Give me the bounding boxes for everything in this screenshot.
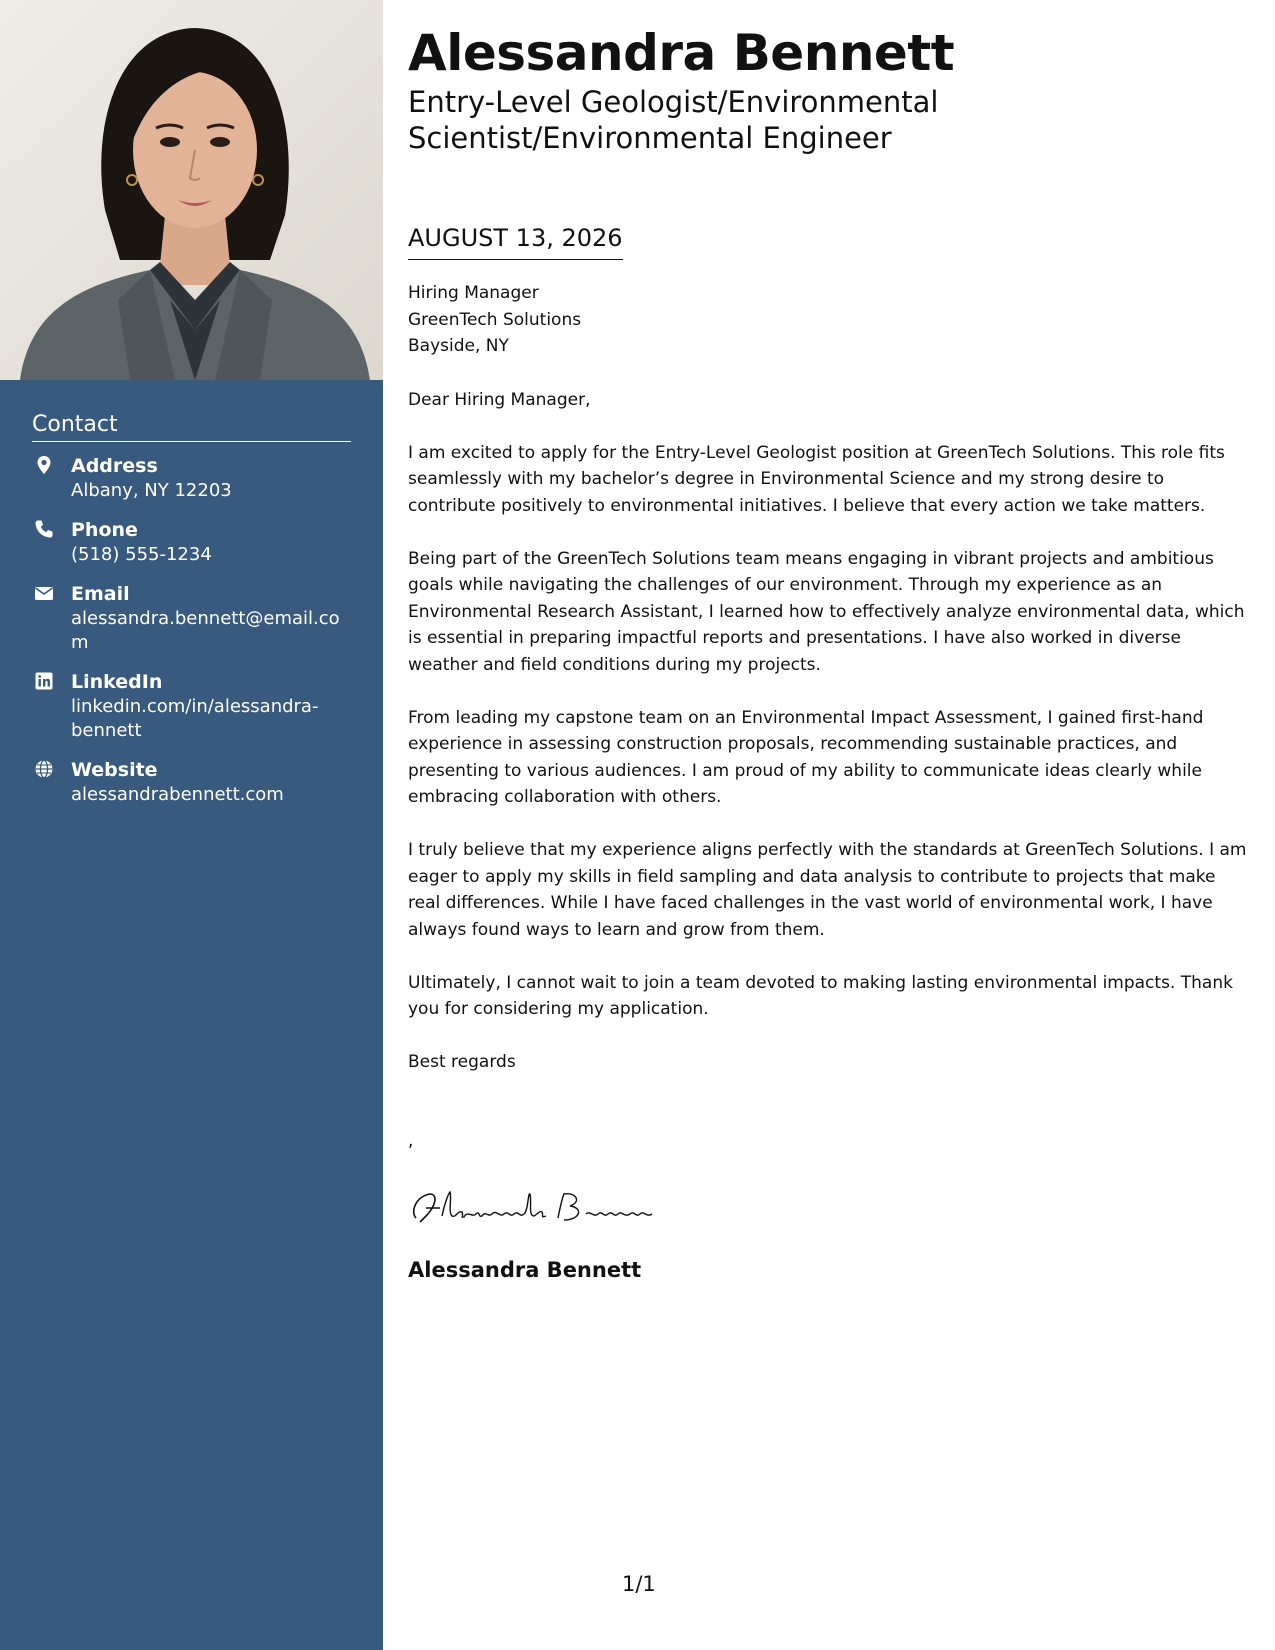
address-value: Albany, NY 12203 (71, 480, 232, 501)
recipient-title: Hiring Manager (408, 283, 539, 303)
phone-icon (34, 519, 54, 539)
contact-item-phone (32, 518, 351, 567)
contact-section (32, 412, 351, 822)
signature-image (408, 1184, 668, 1234)
contact-item-address (32, 454, 351, 503)
globe-icon (34, 759, 54, 779)
sidebar (0, 0, 383, 1650)
applicant-name: Alessandra Bennett (408, 24, 955, 82)
contact-label: LinkedIn (71, 671, 163, 693)
contact-label: Phone (71, 519, 138, 541)
contact-item-website (32, 758, 351, 807)
recipient-block (408, 280, 1253, 360)
profile-photo (0, 0, 383, 380)
contact-title: Contact (32, 412, 351, 442)
linkedin-value[interactable]: linkedin.com/in/alessandra-bennett (71, 696, 319, 741)
closing: Best regards (408, 1052, 516, 1072)
salutation: Dear Hiring Manager, (408, 389, 591, 410)
closing-comma: , (408, 1130, 414, 1151)
envelope-icon (34, 583, 54, 603)
letter-content (408, 24, 1253, 1284)
contact-item-linkedin (32, 670, 351, 743)
location-pin-icon (34, 455, 54, 475)
letter-paragraph: Ultimately, I cannot wait to join a team devoted to making lasting environmental impacts. Thank you for considering my application. (408, 972, 1233, 1019)
linkedin-icon (34, 671, 54, 691)
letter-paragraph: I truly believe that my experience aligns perfectly with the standards at GreenTech Solutions. I am eager to apply my skills in field sampling and data analysis to contribute to projects that make real differences. While I have faced challenges in the vast world of environmental work, I have always found ways to learn and grow from them. (408, 840, 1247, 940)
contact-label: Website (71, 759, 158, 781)
website-value[interactable]: alessandrabennett.com (71, 784, 284, 805)
letter-paragraph: I am excited to apply for the Entry-Level Geologist position at GreenTech Solutions. This role fits seamlessly with my bachelor’s degree in Environmental Science and my strong desire to contribute positively to environmental initiatives. I believe that every action we take matters. (408, 442, 1225, 516)
applicant-role: Entry-Level Geologist/Environmental Scientist/Environmental Engineer (408, 85, 939, 155)
signer-name: Alessandra Bennett (408, 1258, 642, 1282)
recipient-location: Bayside, NY (408, 336, 509, 356)
email-value[interactable]: alessandra.bennett@email.com (71, 608, 340, 653)
page-number: 1/1 (622, 1572, 656, 1596)
letter-paragraph: From leading my capstone team on an Environmental Impact Assessment, I gained first-hand experience in assessing construction proposals, recommending sustainable practices, and presenting to various audiences. I am proud of my ability to communicate ideas clearly while embracing collaboration with others. (408, 707, 1204, 807)
contact-label: Address (71, 455, 158, 477)
contact-item-email (32, 582, 351, 655)
letter-date: AUGUST 13, 2026 (408, 223, 623, 260)
recipient-company: GreenTech Solutions (408, 309, 582, 330)
phone-value[interactable]: (518) 555-1234 (71, 544, 212, 565)
contact-label: Email (71, 583, 130, 605)
letter-paragraph: Being part of the GreenTech Solutions team means engaging in vibrant projects and ambitious goals while navigating the challenges of our environment. Through my experience as an Environmental Research Assistant, I learned how to effectively analyze environmental data, which is essential in preparing impactful reports and presentations. I have also worked in diverse weather and field conditions during my projects. (408, 548, 1245, 675)
